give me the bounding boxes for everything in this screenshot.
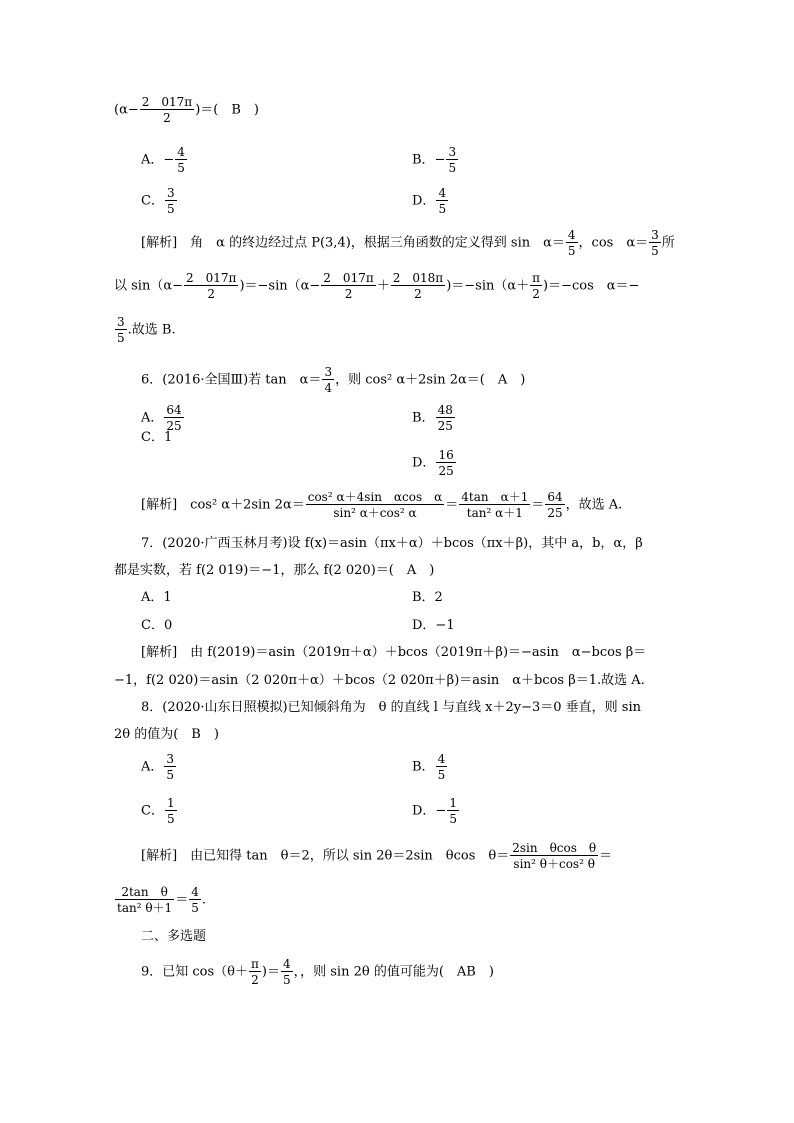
fraction: $\frac{4}{5}$ — [438, 186, 447, 216]
q8-stem-line1: 8．(2020·山东日照模拟)已知倾斜角为 θ 的直线 l 与直线 x＋2y−3＝0 垂直，则 sin — [141, 700, 641, 715]
q5-option-a: A．− $\frac{4}{5}$ — [141, 145, 185, 175]
q6-option-c: C．1 — [141, 430, 173, 445]
fraction: $\frac{3}{4}$ — [324, 365, 333, 395]
q8-option-b: B． $\frac{4}{5}$ — [412, 752, 446, 782]
q6-analysis: [解析] cos² α＋2sin 2α＝ $\frac{\text{cos² α＋4sin αcos α}}{\text{sin² α＋cos² α}}$ ＝ $\frac{\text{4tan α＋1}}{\text{tan² α＋1}}$ ＝ $\frac{64}{25}$ ，故选 A. — [141, 490, 623, 520]
fraction: $\frac{\text{2sin θcos θ}}{\text{sin² θ＋cos² θ}}$ — [512, 841, 597, 871]
q5-option-b: B．− $\frac{3}{5}$ — [412, 145, 457, 175]
fraction: $\frac{\pi}{2}$ — [532, 271, 541, 301]
q8-option-c: C． $\frac{1}{5}$ — [141, 796, 175, 826]
fraction: $\frac{64}{25}$ — [547, 490, 563, 520]
fraction: $\frac{4}{5}$ — [437, 752, 446, 782]
q7-stem-line2: 都是实数，若 f(2 019)＝−1，那么 f(2 020)＝( A ) — [114, 563, 435, 578]
q7-analysis-line1: [解析] 由 f(2019)＝asin（2019π＋α）＋bcos（2019π＋β)＝−asin α−bcos β＝ — [141, 645, 647, 660]
fraction: $\frac{2 018\pi}{2}$ — [392, 271, 444, 301]
fraction: $\frac{3}{5}$ — [651, 228, 659, 258]
q6-option-a: A． $\frac{64}{25}$ — [141, 403, 182, 433]
fraction: $\frac{\pi}{2}$ — [251, 957, 259, 987]
fraction: $\frac{3}{5}$ — [117, 315, 125, 345]
q8-stem-line2: 2θ 的值为( B ) — [114, 727, 219, 742]
q7-stem-line1: 7．(2020·广西玉林月考)设 f(x)＝asin（πx＋α）＋bcos（πx＋β)，其中 a，b，α，β — [141, 536, 643, 551]
q7-option-b: B．2 — [412, 590, 443, 605]
fraction: $\frac{4}{5}$ — [191, 885, 199, 915]
q5-option-c: C． $\frac{3}{5}$ — [141, 186, 175, 216]
fraction: $\frac{4}{5}$ — [282, 957, 291, 987]
fraction: $\frac{1}{5}$ — [166, 796, 175, 826]
fraction: $\frac{2 017\pi}{2}$ — [323, 271, 374, 301]
fraction: $\frac{4}{5}$ — [177, 145, 185, 175]
section-heading: 二、多选题 — [141, 929, 207, 944]
fraction: $\frac{2 017\pi}{2}$ — [141, 95, 193, 125]
q8-analysis-line2: $\frac{\text{2tan θ}}{\text{tan² θ＋1}}$ ＝ $\frac{4}{5}$ . — [117, 885, 206, 915]
q5-analysis-line3: $\frac{3}{5}$ .故选 B. — [117, 315, 176, 345]
q7-option-c: C．0 — [141, 618, 173, 633]
fraction: $\frac{\text{4tan α＋1}}{\text{tan² α＋1}}$ — [461, 490, 529, 520]
fraction: $\frac{3}{5}$ — [448, 145, 457, 175]
q8-option-a: A． $\frac{3}{5}$ — [141, 752, 175, 782]
q7-option-d: D．−1 — [412, 618, 455, 633]
fraction: $\frac{2 017\pi}{2}$ — [186, 271, 237, 301]
fraction: $\frac{3}{5}$ — [166, 752, 175, 782]
q7-option-a: A．1 — [141, 590, 172, 605]
fraction: $\frac{\text{2tan θ}}{\text{tan² θ＋1}}$ — [117, 885, 173, 915]
fraction: $\frac{48}{25}$ — [437, 403, 453, 433]
q5-analysis-line2: 以 sin（α− $\frac{2 017\pi}{2}$ )＝−sin（α− $\frac{2 017\pi}{2}$ ＋ $\frac{2 018\pi}{2}$ )＝−sin（α＋ $\frac{\pi}{2}$ )＝−cos α＝− — [114, 271, 640, 301]
q6-option-d: D． $\frac{16}{25}$ — [412, 448, 454, 478]
fraction: $\frac{16}{25}$ — [438, 448, 454, 478]
fraction: $\frac{1}{5}$ — [449, 796, 457, 826]
q9-stem: 9．已知 cos（θ＋ $\frac{\pi}{2}$ )＝ $\frac{4}{5}$ ，，则 sin 2θ 的值可能为( AB ) — [141, 957, 494, 987]
q7-analysis-line2: −1，f(2 020)＝asin（2 020π＋α）＋bcos（2 020π＋β)＝asin α＋bcos β＝1.故选 A. — [114, 673, 645, 688]
fraction: $\frac{64}{25}$ — [166, 403, 182, 433]
q5-option-d: D． $\frac{4}{5}$ — [412, 186, 447, 216]
q6-stem: 6．(2016·全国Ⅲ)若 tan α＝ $\frac{3}{4}$ ，则 cos² α＋2sin 2α＝( A ) — [141, 365, 526, 395]
fraction: $\frac{3}{5}$ — [166, 186, 175, 216]
q5-analysis-line1: [解析] 角 α 的终边经过点 P(3,4)，根据三角函数的定义得到 sin α＝ $\frac{4}{5}$ ，cos α＝ $\frac{3}{5}$ 所 — [141, 228, 675, 258]
q8-analysis-line1: [解析] 由已知得 tan θ＝2，所以 sin 2θ＝2sin θcos θ＝ $\frac{\text{2sin θcos θ}}{\text{sin² θ＋cos² θ}}$ ＝ — [141, 841, 613, 871]
q6-option-b: B． $\frac{48}{25}$ — [412, 403, 453, 433]
q5-stem: (α− $\frac{2 017\pi}{2}$ )＝( B ) — [114, 95, 259, 125]
fraction: $\frac{\text{cos² α＋4sin αcos α}}{\text{sin² α＋cos² α}}$ — [307, 490, 443, 520]
q8-option-d: D．− $\frac{1}{5}$ — [412, 796, 457, 826]
fraction: $\frac{4}{5}$ — [567, 228, 576, 258]
